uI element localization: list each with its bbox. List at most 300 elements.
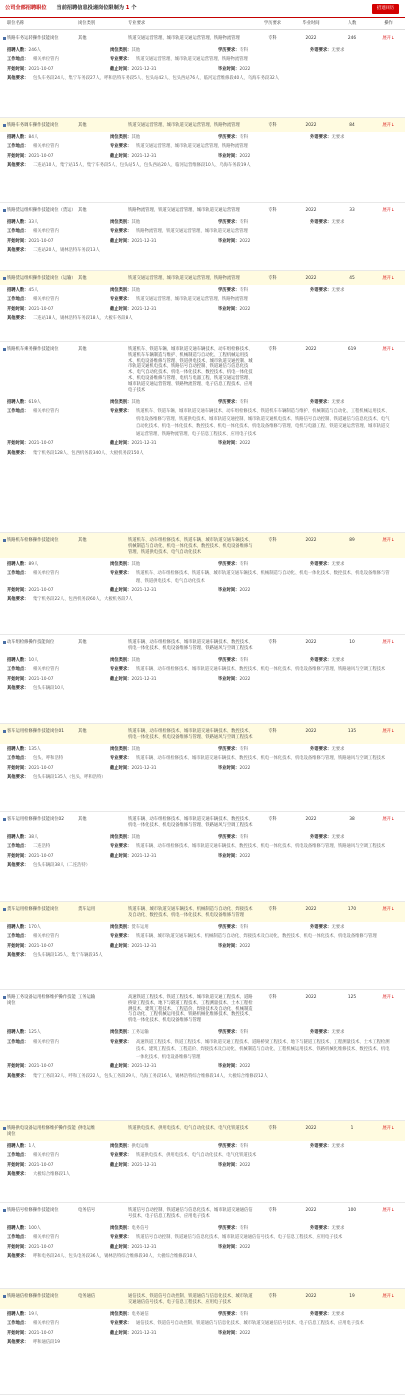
label-recruit: 招聘人数： [7,219,29,225]
education-value: 专科 [239,399,249,405]
job-major: 铁道机车、动车组检修技术、铁道车辆、城市轨道交通车辆技术、机械制造与自动化、机电一体化技术、数控技术、机电设备维修与管理、铁道供电技术、电气自动化技术 [128,538,253,555]
job-count: 619 [347,347,357,352]
bullet-square-icon [3,641,6,644]
job-summary [0,1289,405,1309]
recruit-value: 125人 [28,1030,41,1036]
location-value: 相关单位管内 [33,297,59,303]
detail-row-other [7,951,405,962]
label-language: 外语要求： [310,746,332,752]
language-value: 无要求 [331,399,345,405]
major-value: 铁道车辆、动车组检修技术、城市轨道交通车辆技术、数控技术、机电一体化技术、机电设备维修与管理、铁路通风与空调工程技术 [136,756,386,762]
other-value: 集宁工务段32人、呼和工务段22人、包头工务段29人、乌海工务段16人、锡林浩特综合维修段14人、大板综合维修段12人 [33,1073,268,1079]
job-count: 246 [347,36,357,41]
start-value: 2021-10-07 [28,238,54,244]
label-location: 工作地点： [7,756,29,762]
start-value: 2021-10-07 [28,153,54,159]
label-end: 截止时间： [110,1064,132,1070]
label-language: 外语要求： [310,219,332,225]
expand-link[interactable]: 展开↓ [382,995,395,1000]
label-location: 工作地点： [7,571,29,577]
label-other: 其他要求： [7,163,29,169]
job-category: 其他 [78,123,87,128]
job-education: 专科 [268,208,277,213]
detail-row-dates [7,942,405,950]
education-value: 专科 [239,134,249,140]
language-value: 无要求 [331,924,345,930]
detail-row-dates [7,440,405,448]
major-value: 高速铁道工程技术、铁道工程技术、城市轨道交通工程技术、道路桥梁工程技术、地下与隧道工程技术、工程测量技术、土木工程检测技术、建筑工程技术、工程造价、焊接技术及自动化、机械制造与自动化、工程机械运用技术、铁路机械化维修技术、数控技术、机电一体化技术、机电设备维修与管理 [136,1039,390,1060]
language-value: 无要求 [331,746,345,752]
detail-row-major [7,227,405,238]
label-education: 学历要求： [218,1030,240,1036]
job-details [0,217,405,257]
label-language: 外语要求： [310,834,332,840]
label-other: 其他要求： [7,248,29,254]
job-summary [0,902,405,922]
label-major: 专业要求： [110,1153,132,1159]
label-other: 其他要求： [7,316,29,322]
label-language: 外语要求： [310,1143,332,1149]
major-value: 铁道交通运营管理、城市轨道交通运营管理、铁路物流管理 [136,297,248,303]
end-value: 2021-12-31 [131,66,157,72]
detail-row-dates [7,675,405,683]
col-header-action: 操作 [384,20,393,26]
job-category: 供电运维 [78,1126,96,1131]
bullet-square-icon [3,908,6,911]
label-category: 岗位类别： [110,1225,132,1231]
expand-link[interactable]: 展开↓ [382,1294,395,1299]
start-value: 2021-10-07 [28,66,54,72]
job-major: 铁道供电技术、供用电技术、电气自动化技术、电气化铁道技术 [128,1126,249,1131]
expand-link[interactable]: 展开↓ [382,729,395,734]
label-recruit: 招聘人数： [7,746,29,752]
category-value: 供电运维 [131,1143,149,1149]
recruit-value: 84人 [28,134,39,140]
label-education: 学历要求： [218,47,240,53]
category-value: 其他 [131,47,141,53]
job-major: 铁路物流管理、铁道交通运营管理、城市轨道交通运营管理 [128,208,240,213]
label-grad: 毕业时间： [218,1330,240,1336]
other-value: 包头车辆段38人（二连浩特） [33,863,91,869]
label-language: 外语要求： [310,47,332,53]
job-details [0,45,405,85]
detail-row [7,924,405,932]
language-value: 无要求 [331,287,345,293]
label-category: 岗位类别： [110,561,132,567]
location-value: 二连浩特 [33,844,51,850]
language-value: 无要求 [331,134,345,140]
category-value: 其他 [131,399,141,405]
back-button[interactable]: 招退回历 [372,4,399,14]
recruit-value: 19人 [28,1311,39,1317]
language-value: 无要求 [331,1030,345,1036]
recruit-value: 38人 [28,834,39,840]
label-category: 岗位类别： [110,657,132,663]
job-grad-year: 2022 [305,729,317,734]
label-education: 学历要求： [218,1311,240,1317]
detail-row [7,834,405,842]
grad-value: 2022 [239,853,251,859]
job-summary [0,1203,405,1223]
label-major: 专业要求： [110,1235,132,1241]
grad-value: 2022 [239,306,251,312]
major-value: 铁道交通运营管理、城市轨道交通运营管理、铁路物流管理 [136,57,248,63]
grad-value: 2022 [239,765,251,771]
label-language: 外语要求： [310,657,332,663]
job-count: 10 [349,640,355,645]
category-value: 其他 [131,287,141,293]
job-category: 其他 [78,729,87,734]
label-end: 截止时间： [110,853,132,859]
recruit-value: 10人 [28,657,39,663]
detail-row-major [7,142,405,153]
job-education: 专科 [268,1126,277,1131]
detail-row [7,219,405,227]
major-value: 铁道供电技术、供用电技术、电气自动化技术、电气化铁道技术 [136,1153,257,1159]
label-end: 截止时间： [110,1330,132,1336]
job-education: 专科 [268,1294,277,1299]
detail-row-major [7,1319,405,1330]
location-value: 相关单位管内 [33,1039,59,1045]
location-value: 相关单位管内 [33,1153,59,1159]
job-education: 专科 [268,276,277,281]
grad-value: 2022 [239,1330,251,1336]
detail-row-other [7,314,405,325]
category-value: 工务运输 [131,1030,149,1036]
job-category: 其他 [78,538,87,543]
label-start: 开始时间： [7,306,29,312]
label-start: 开始时间： [7,1064,29,1070]
expand-link[interactable]: 展开↓ [382,817,395,822]
job-education: 专科 [268,36,277,41]
expand-link[interactable]: 展开↓ [382,1208,395,1213]
end-value: 2021-12-31 [131,1064,157,1070]
job-name: 铁路通信检修操作技能岗位 [7,1294,59,1299]
detail-row [7,287,405,295]
job-education: 专科 [268,347,277,352]
label-education: 学历要求： [218,924,240,930]
grad-value: 2022 [239,1162,251,1168]
language-value: 无要求 [331,561,345,567]
job-count: 45 [349,276,355,281]
end-value: 2021-12-31 [131,853,157,859]
label-education: 学历要求： [218,746,240,752]
job-education: 专科 [268,817,277,822]
job-summary [0,118,405,132]
label-major: 专业要求： [110,297,132,303]
other-value: 包头车辆段135人（包头、呼和浩特） [33,775,106,781]
job-name: 铁路供电设备运用检修维护操作技能岗位 [7,1126,76,1137]
category-value: 电务通信 [131,1311,149,1317]
label-grad: 毕业时间： [218,441,240,447]
detail-row-major [7,295,405,306]
major-value: 铁路物流管理、铁道交通运营管理、城市轨道交通运营管理 [136,229,248,235]
job-grad-year: 2022 [305,208,317,213]
label-education: 学历要求： [218,1143,240,1149]
label-other: 其他要求： [7,76,29,82]
label-category: 岗位类别： [110,47,132,53]
detail-row-major [7,407,405,440]
major-value: 铁道机车、动车组检修技术、铁道车辆、城市轨道交通车辆技术、机械制造与自动化、机电一体化技术、数控技术、机电设备维修与管理、铁道供电技术、电气自动化技术 [136,571,390,584]
detail-row-dates [7,587,405,595]
recruit-value: 45人 [28,287,39,293]
label-location: 工作地点： [7,1039,29,1045]
education-value: 专科 [239,657,249,663]
other-value: 二连站10人、集宁站15人、集宁车务段5人、包头站5人、包头西站20人、临河运营维修段10人、乌海车务段19人 [33,163,251,169]
job-education: 专科 [268,123,277,128]
location-value: 相关单位管内 [33,1235,59,1241]
label-end: 截止时间： [110,66,132,72]
job-name: 铁路机车乘务操作技能岗位 [7,347,59,352]
label-education: 学历要求： [218,399,240,405]
label-recruit: 招聘人数： [7,1030,29,1036]
label-other: 其他要求： [7,863,29,869]
detail-row-dates [7,1329,405,1337]
detail-row-other [7,1338,405,1349]
label-category: 岗位类别： [110,1311,132,1317]
education-value: 专科 [239,834,249,840]
label-location: 工作地点： [7,57,29,63]
label-recruit: 招聘人数： [7,561,29,567]
post-limit-count: 1 [125,4,130,11]
detail-row [7,657,405,665]
end-value: 2021-12-31 [131,1330,157,1336]
label-major: 专业要求： [110,571,132,577]
category-value: 其他 [131,134,141,140]
job-row [0,1203,405,1289]
job-details [0,655,405,695]
end-value: 2021-12-31 [131,765,157,771]
recruit-value: 89人 [28,561,39,567]
label-location: 工作地点： [7,1321,29,1327]
job-major: 铁道交通运营管理、城市轨道交通运营管理、铁路物流管理 [128,36,240,41]
job-count: 19 [349,1294,355,1299]
job-summary [0,31,405,45]
expand-link[interactable]: 展开↓ [382,640,395,645]
job-major: 铁道机车、铁道车辆、城市轨道交通车辆技术、动车组检修技术、铁道机车车辆制造与维护、机械制造与自动化、工程机械运用技术、机电设备维修与管理、铁道供电技术、城市轨道交通控制、城市轨道交通机电技术、铁路信号自动控制、铁道通信与信息化技术、电气自动化技术、机电一体化技术、数控技术、机电一体化技术、机电设备维修与管理、电机与电器工程、铁道交通运营管理、城市轨道交通运营管理、铁路物流管理、电子信息工程技术、应用电子技术 [128,347,253,393]
job-count: 100 [347,1208,357,1213]
detail-row-major [7,1233,405,1244]
job-category: 其他 [78,36,87,41]
label-location: 工作地点： [7,297,29,303]
bullet-square-icon [3,1209,6,1212]
bullet-square-icon [3,1127,6,1130]
detail-row-major [7,569,405,587]
job-name: 动车组检修操作技能岗位 [7,640,55,645]
label-other: 其他要求： [7,775,29,781]
detail-row [7,1225,405,1233]
detail-row-other [7,595,405,606]
education-value: 专科 [239,219,249,225]
education-value: 专科 [239,746,249,752]
category-value: 电务信号 [131,1225,149,1231]
detail-row-other [7,246,405,257]
job-row [0,635,405,724]
job-major: 高速铁道工程技术、铁道工程技术、城市轨道交通工程技术、道路桥梁工程技术、地下与隧道工程技术、工程测量技术、土木工程检测技术、建筑工程技术、工程造价、焊接技术及自动化、机械制造与自动化、工程机械运用技术、铁路机械化维修技术、数控技术、机电一体化技术、机电设备维修与管理 [128,995,253,1024]
bullet-square-icon [3,818,6,821]
expand-link[interactable]: 展开↓ [382,36,395,41]
expand-link[interactable]: 展开↓ [382,1126,395,1131]
job-name: 铁路工务设备运用检修维护操作技能岗位 [7,995,76,1006]
label-education: 学历要求： [218,134,240,140]
label-grad: 毕业时间： [218,1162,240,1168]
job-row [0,342,405,533]
other-value: 二连站18人、锡林浩特车务段18人、大板车务段8人 [33,316,133,322]
label-other: 其他要求： [7,1172,29,1178]
education-value: 专科 [239,1311,249,1317]
recruit-value: 246人 [28,47,41,53]
job-summary [0,990,405,1027]
label-grad: 毕业时间： [218,853,240,859]
end-value: 2021-12-31 [131,306,157,312]
job-grad-year: 2022 [305,1294,317,1299]
label-category: 岗位类别： [110,1143,132,1149]
label-start: 开始时间： [7,1330,29,1336]
bullet-square-icon [3,730,6,733]
job-details [0,922,405,962]
expand-link[interactable]: 展开↓ [382,347,395,352]
category-value: 其他 [131,219,141,225]
job-row [0,203,405,271]
job-details [0,1141,405,1181]
job-summary [0,342,405,396]
start-value: 2021-10-07 [28,1064,54,1070]
detail-row-other [7,773,405,784]
grad-value: 2022 [239,66,251,72]
label-end: 截止时间： [110,441,132,447]
label-start: 开始时间： [7,238,29,244]
job-education: 专科 [268,995,277,1000]
detail-row-dates [7,1063,405,1071]
job-education: 专科 [268,640,277,645]
label-end: 截止时间： [110,153,132,159]
job-row [0,118,405,203]
category-value: 货车运用 [131,924,149,930]
col-header-category: 岗位类别 [78,20,96,26]
job-count: 170 [347,907,357,912]
end-value: 2021-12-31 [131,441,157,447]
job-details [0,132,405,172]
bullet-square-icon [3,348,6,351]
label-other: 其他要求： [7,953,29,959]
recruit-value: 100人 [28,1225,41,1231]
job-row [0,533,405,635]
location-value: 相关单位管内 [33,571,59,577]
expand-link[interactable]: 展开↓ [382,907,395,912]
detail-row [7,398,405,406]
label-end: 截止时间： [110,765,132,771]
expand-link[interactable]: 展开↓ [382,276,395,281]
major-value: 铁道车辆、动车组检修技术、城市轨道交通车辆技术、数控技术、机电一体化技术、机电设备维修与管理、铁路通风与空调工程技术 [136,844,386,850]
job-count: 1 [350,1126,354,1131]
detail-row-major [7,754,405,765]
language-value: 无要求 [331,1143,345,1149]
label-language: 外语要求： [310,924,332,930]
job-grad-year: 2022 [305,276,317,281]
expand-link[interactable]: 展开↓ [382,538,395,543]
detail-row [7,1143,405,1151]
detail-row-major [7,55,405,66]
label-end: 截止时间： [110,676,132,682]
recruit-value: 135人 [28,746,41,752]
job-category: 电务信号 [78,1208,96,1213]
recruit-value: 170人 [28,924,41,930]
job-details [0,832,405,872]
job-category: 其他 [78,817,87,822]
language-value: 无要求 [331,47,345,53]
language-value: 无要求 [331,1225,345,1231]
col-header-grad: 毕业时间 [302,20,320,26]
label-category: 岗位类别： [110,834,132,840]
col-header-count: 人数 [347,20,357,26]
label-major: 专业要求： [110,756,132,762]
label-recruit: 招聘人数： [7,1311,29,1317]
category-value: 其他 [131,561,141,567]
label-start: 开始时间： [7,1244,29,1250]
label-end: 截止时间： [110,587,132,593]
label-language: 外语要求： [310,1225,332,1231]
post-limit-text: 当前招聘信息投递岗位限制为 [56,4,124,11]
job-summary [0,203,405,217]
col-header-education: 学历要求 [263,20,282,26]
start-value: 2021-10-07 [28,587,54,593]
major-value: 铁道车辆、动车组检修技术、城市轨道交通车辆技术、数控技术、机电一体化技术、机电设备维修与管理、铁路通风与空调工程技术 [136,667,386,673]
page-title: 公司全部招聘职位 [5,4,47,11]
grad-value: 2022 [239,153,251,159]
job-major: 铁道车辆、城市轨道交通车辆技术、机械制造与自动化、焊接技术及自动化、数控技术、机电一体化技术、机电设备维修与管理 [128,907,253,918]
job-education: 专科 [268,729,277,734]
start-value: 2021-10-07 [28,676,54,682]
major-value: 铁道交通运营管理、城市轨道交通运营管理、铁路物流管理 [136,144,248,150]
job-details [0,1223,405,1263]
recruit-value: 619人 [28,399,41,405]
label-major: 专业要求： [110,934,132,940]
label-grad: 毕业时间： [218,765,240,771]
detail-row-major [7,932,405,943]
recruit-value: 1人 [28,1143,36,1149]
col-header-major: 专业要求 [128,20,146,26]
grad-value: 2022 [239,1064,251,1070]
location-value: 相关单位管内 [33,144,59,150]
label-end: 截止时间： [110,238,132,244]
job-name: 铁路机车检修操作技能岗位 [7,538,59,543]
job-grad-year: 2022 [305,995,317,1000]
detail-row-dates [7,238,405,246]
expand-link[interactable]: 展开↓ [382,123,395,128]
location-value: 相关单位管内 [33,934,59,940]
label-major: 专业要求： [110,1039,132,1045]
detail-row-dates [7,852,405,860]
end-value: 2021-12-31 [131,587,157,593]
major-value: 通信技术、铁道信号自动控制、铁道通信与信息化技术、城市轨道交通通信信号技术、电子信息工程技术、应用电子技术 [136,1321,364,1327]
detail-row [7,560,405,568]
label-end: 截止时间： [110,1162,132,1168]
start-value: 2021-10-07 [28,943,54,949]
location-value: 相关单位管内 [33,667,59,673]
job-major: 铁道信号自动控制、铁道通信与信息化技术、城市轨道交通通信信号技术、电子信息工程技术、应用电子技术 [128,1208,253,1219]
start-value: 2021-10-07 [28,1162,54,1168]
job-row [0,31,405,118]
start-value: 2021-10-07 [28,765,54,771]
label-end: 截止时间： [110,1244,132,1250]
education-value: 专科 [239,561,249,567]
label-language: 外语要求： [310,561,332,567]
label-grad: 毕业时间： [218,1064,240,1070]
expand-link[interactable]: 展开↓ [382,208,395,213]
label-major: 专业要求： [110,1321,132,1327]
job-count: 135 [347,729,357,734]
label-location: 工作地点： [7,1153,29,1159]
